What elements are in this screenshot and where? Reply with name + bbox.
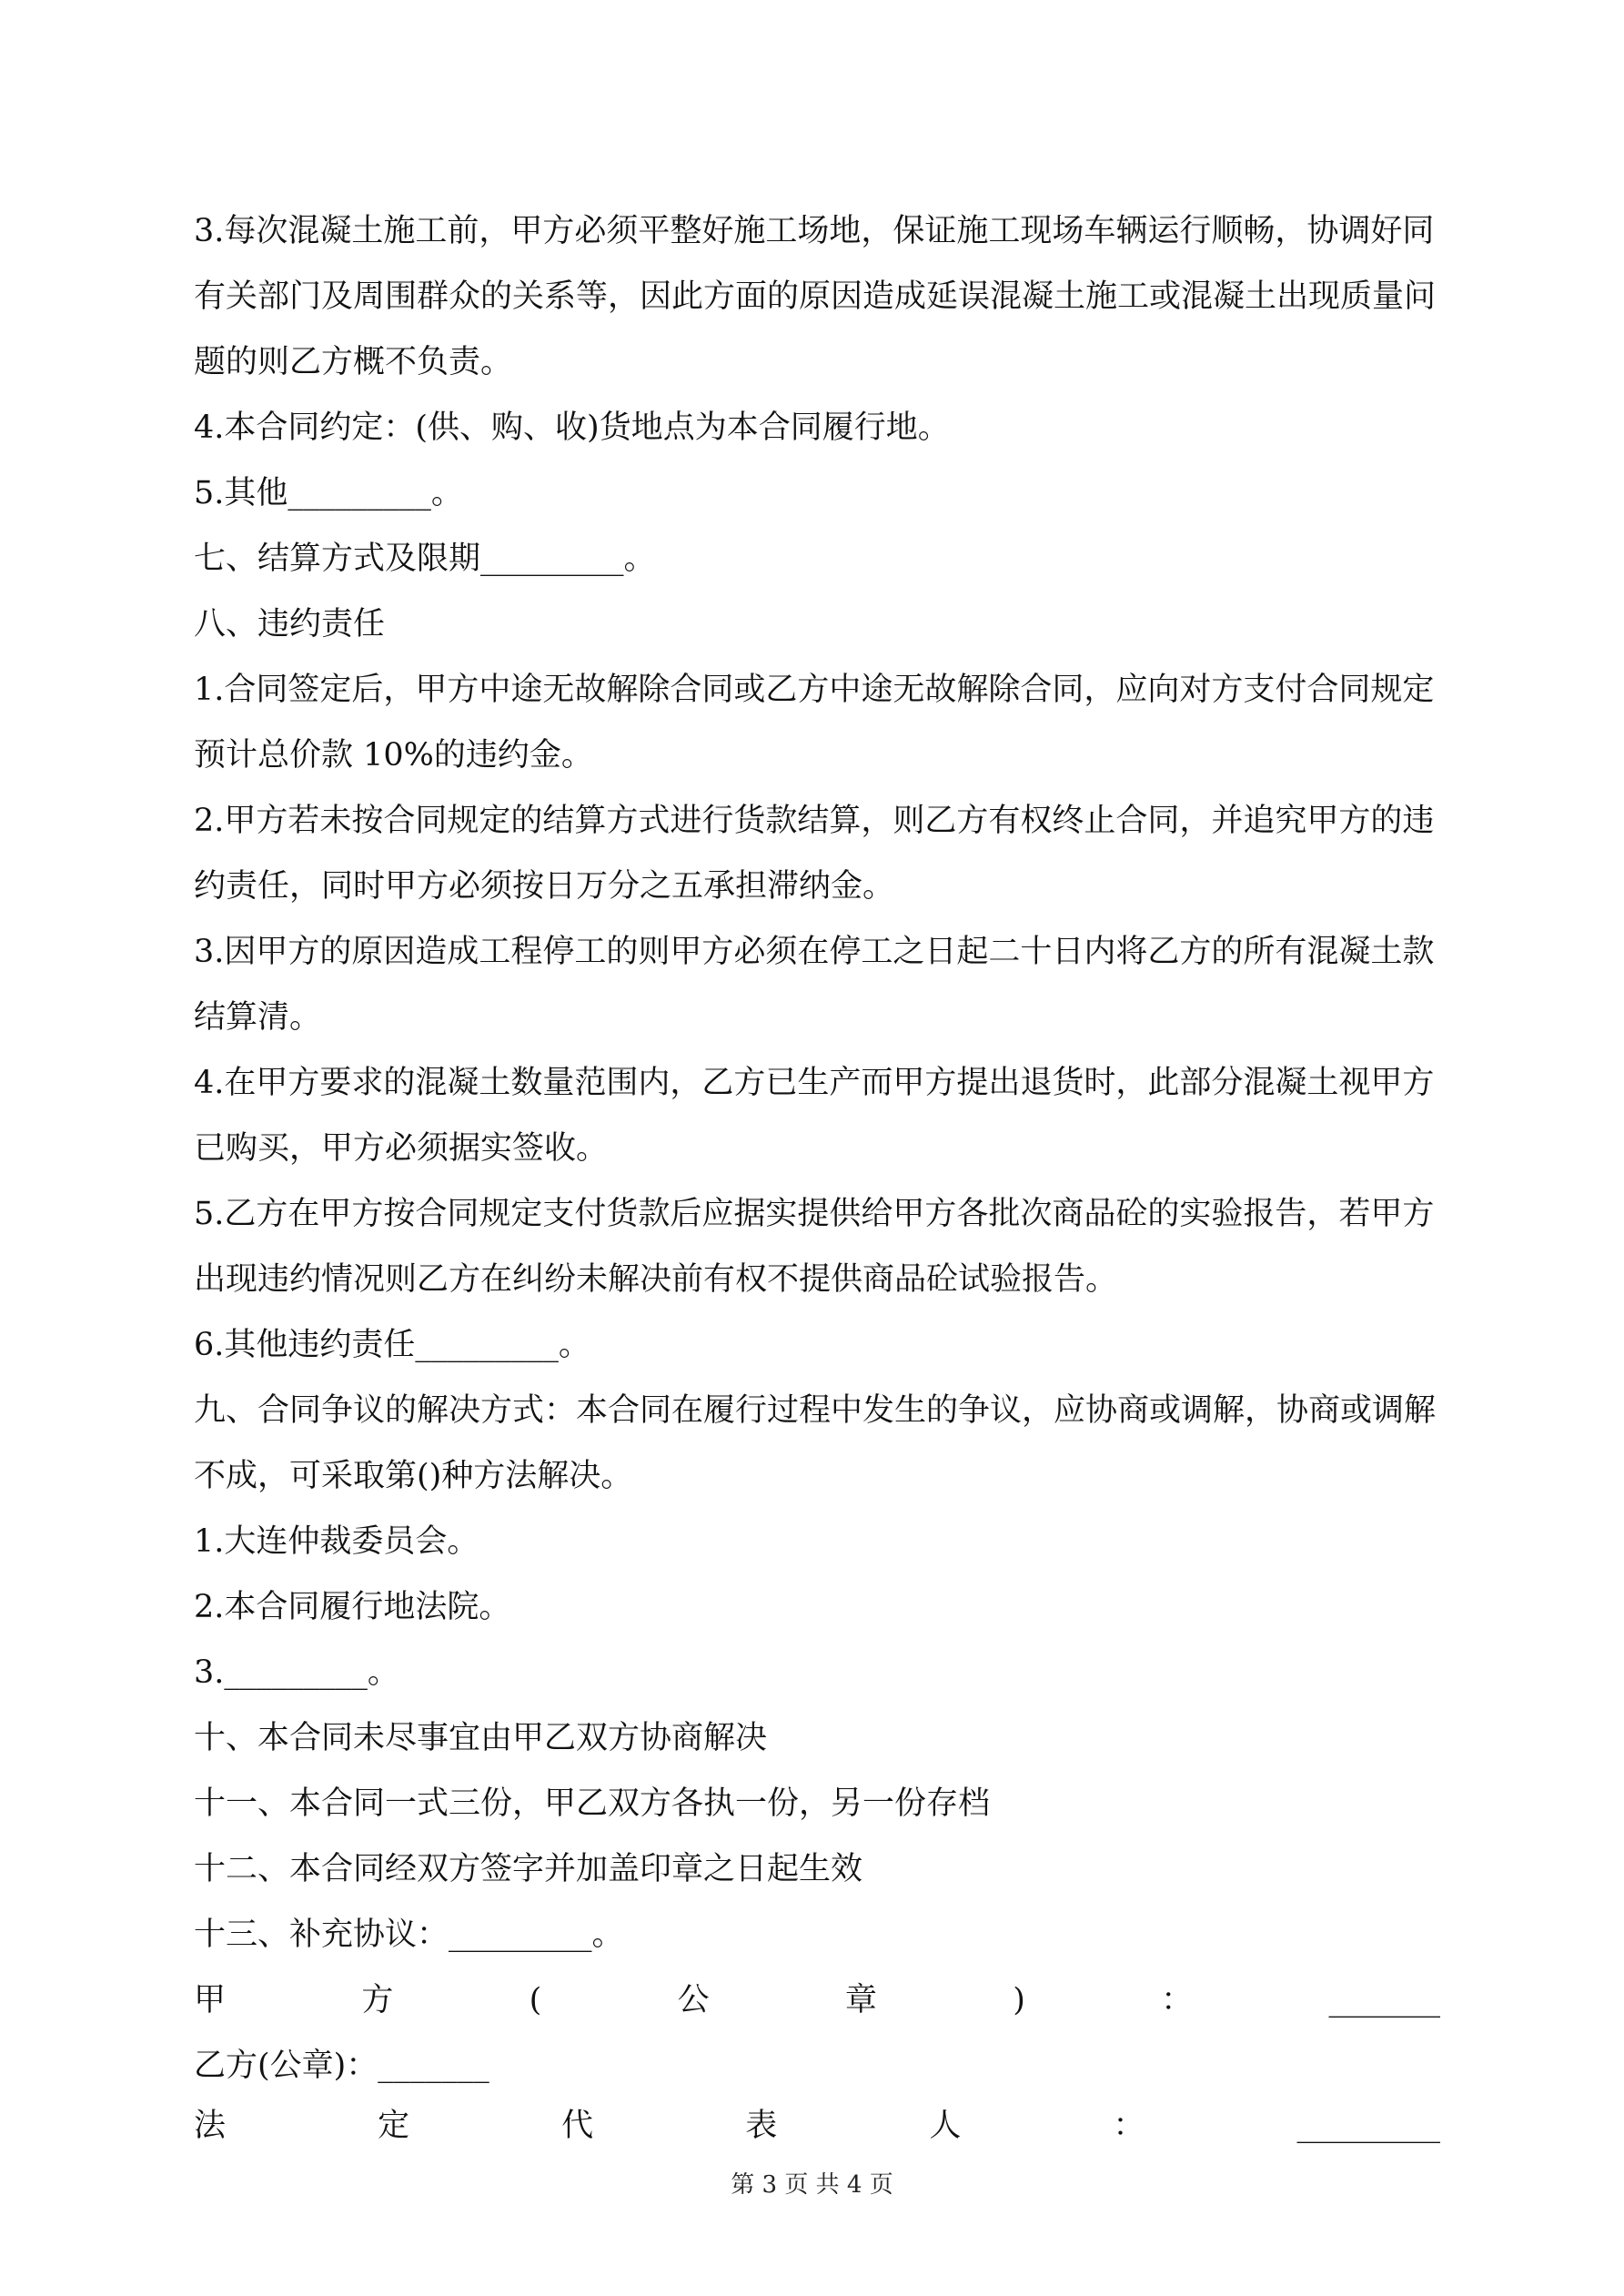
signature-party-a: [194, 1967, 1440, 2033]
signature-legal-representative: [194, 2099, 1440, 2153]
sig-a-part: 甲: [194, 1982, 227, 2018]
clause-8-1: 1.合同签定后，甲方中途无故解除合同或乙方中途无故解除合同，应向对方支付合同规定预计总价款 10%的违约金。: [194, 672, 1435, 774]
sig-a-part: ): [1013, 1982, 1025, 2018]
section-13: 十三、补充协议：_________。: [194, 1917, 624, 1953]
section-8-heading: 八、违约责任: [194, 606, 386, 642]
section-9-heading: 九、合同争议的解决方式：本合同在履行过程中发生的争议，应协商或调解，协商或调解不成，可采取第()种方法解决。: [194, 1392, 1437, 1494]
sig-rep-part: 人: [929, 2108, 962, 2144]
section-10: 十、本合同未尽事宜由甲乙双方协商解决: [194, 1720, 768, 1756]
clause-9-1: 1.大连仲裁委员会。: [194, 1523, 479, 1560]
sig-a-part: (: [529, 1982, 542, 2018]
sig-a-part: 公: [677, 1982, 710, 2018]
clause-6-4: 4.本合同约定：(供、购、收)货地点为本合同履行地。: [194, 410, 950, 446]
sig-a-part: ：: [1161, 1982, 1194, 2018]
clause-8-3: 3.因甲方的原因造成工程停工的则甲方必须在停工之日起二十日内将乙方的所有混凝土款结算清。: [194, 934, 1435, 1036]
section-7-heading: 七、结算方式及限期_________。: [194, 541, 656, 577]
sig-rep-part: 代: [561, 2108, 594, 2144]
section-12: 十二、本合同经双方签字并加盖印章之日起生效: [194, 1851, 863, 1887]
sig-a-part: 方: [361, 1982, 394, 2018]
sig-a-part: 章: [844, 1982, 877, 2018]
section-11: 十一、本合同一式三份，甲乙双方各执一份，另一份存档: [194, 1785, 991, 1822]
sig-rep-part: ：: [1113, 2108, 1145, 2144]
clause-9-3: 3._________。: [194, 1654, 399, 1691]
sig-rep-part: 法: [194, 2108, 227, 2144]
clause-6-5: 5.其他_________。: [194, 475, 463, 511]
sig-rep-part: 定: [378, 2108, 410, 2144]
clause-9-2: 2.本合同履行地法院。: [194, 1589, 511, 1625]
page-number: 第 3 页 共 4 页: [731, 2171, 893, 2199]
clause-8-2: 2.甲方若未按合同规定的结算方式进行货款结算，则乙方有权终止合同，并追究甲方的违约责任，同时甲方必须按日万分之五承担滞纳金。: [194, 803, 1435, 905]
clause-8-4: 4.在甲方要求的混凝土数量范围内，乙方已生产而甲方提出退货时，此部分混凝土视甲方已购买，甲方必须据实签收。: [194, 1065, 1435, 1167]
clause-6-3: 3.每次混凝土施工前，甲方必须平整好施工场地，保证施工现场车辆运行顺畅，协调好同有关部门及周围群众的关系等，因此方面的原因造成延误混凝土施工或混凝土出现质量问题的则乙方概不负责。: [194, 213, 1437, 380]
sig-rep-blank: _________: [1296, 2108, 1440, 2144]
clause-8-6: 6.其他违约责任_________。: [194, 1327, 590, 1363]
sig-a-blank: _______: [1328, 1982, 1440, 2018]
signature-party-b: 乙方(公章)：_______: [194, 2048, 489, 2084]
sig-rep-part: 表: [745, 2108, 778, 2144]
clause-8-5: 5.乙方在甲方按合同规定支付货款后应据实提供给甲方各批次商品砼的实验报告，若甲方出现违约情况则乙方在纠纷未解决前有权不提供商品砼试验报告。: [194, 1196, 1435, 1298]
